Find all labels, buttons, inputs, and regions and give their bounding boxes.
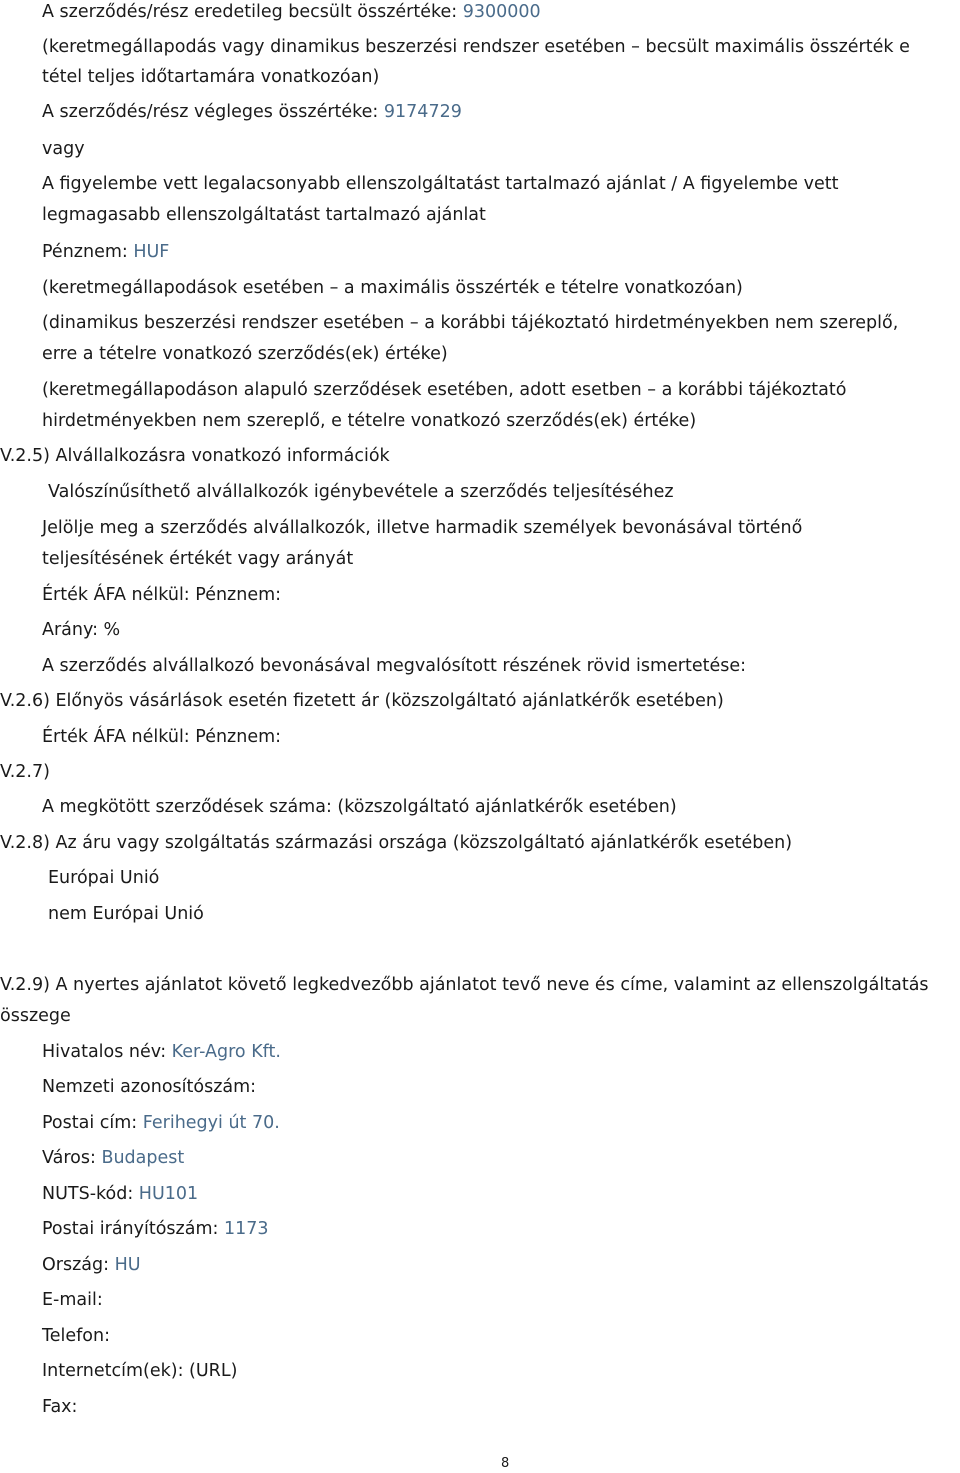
framework-contract-note-line-2: hirdetményekben nem szereplő, e tételre vonatkozó szerződés(ek) értéke) bbox=[42, 411, 697, 431]
subcontract-description: A szerződés alvállalkozó bevonásával megvalósított részének rövid ismertetése: bbox=[42, 656, 747, 676]
internet-address: Internetcím(ek): (URL) bbox=[42, 1361, 238, 1381]
postal-code: Postai irányítószám: 1173 bbox=[42, 1219, 269, 1239]
framework-max-note: (keretmegállapodások esetében – a maximális összérték e tételre vonatkozóan) bbox=[42, 278, 743, 298]
country: Ország: HU bbox=[42, 1255, 141, 1275]
section-v29-heading-line-1: V.2.9) A nyertes ajánlatot követő legkedvezőbb ajánlatot tevő neve és címe, valamint az ellenszolgáltatás bbox=[0, 975, 929, 995]
offer-range-line-1: A figyelembe vett legalacsonyabb ellenszolgáltatást tartalmazó ajánlat / A figyelembe vett bbox=[42, 174, 839, 194]
contracts-count: A megkötött szerződések száma: (közszolgáltató ajánlatkérők esetében) bbox=[42, 797, 677, 817]
email: E-mail: bbox=[42, 1290, 103, 1310]
value-excl-vat: Érték ÁFA nélkül: Pénznem: bbox=[42, 585, 282, 605]
telephone: Telefon: bbox=[42, 1326, 110, 1346]
framework-note-line-1: (keretmegállapodás vagy dinamikus beszerzési rendszer esetében – becsült maximális összérték e bbox=[42, 37, 910, 57]
original-estimated-value: A szerződés/rész eredetileg becsült összértéke: 9300000 bbox=[42, 2, 541, 22]
section-v29-heading-line-2: összege bbox=[0, 1006, 71, 1026]
offer-range-line-2: legmagasabb ellenszolgáltatást tartalmazó ajánlat bbox=[42, 205, 486, 225]
section-v28-heading: V.2.8) Az áru vagy szolgáltatás származási országa (közszolgáltató ajánlatkérők esetében) bbox=[0, 833, 793, 853]
official-name: Hivatalos név: Ker-Agro Kft. bbox=[42, 1042, 281, 1062]
section-v27-heading: V.2.7) bbox=[0, 762, 50, 782]
nuts-code: NUTS-kód: HU101 bbox=[42, 1184, 199, 1204]
page-number: 8 bbox=[501, 1456, 510, 1471]
subcontract-share-line-2: teljesítésének értékét vagy arányát bbox=[42, 549, 354, 569]
bargain-value-excl-vat: Érték ÁFA nélkül: Pénznem: bbox=[42, 727, 282, 747]
origin-non-eu: nem Európai Unió bbox=[48, 904, 204, 924]
dps-note-line-1: (dinamikus beszerzési rendszer esetében – a korábbi tájékoztató hirdetményekben nem szereplő, bbox=[42, 313, 899, 333]
section-v25-heading: V.2.5) Alvállalkozásra vonatkozó információk bbox=[0, 446, 390, 466]
currency: Pénznem: HUF bbox=[42, 242, 170, 262]
or-text: vagy bbox=[42, 139, 85, 159]
national-id: Nemzeti azonosítószám: bbox=[42, 1077, 257, 1097]
framework-note-line-2: tétel teljes időtartamára vonatkozóan) bbox=[42, 67, 380, 87]
city: Város: Budapest bbox=[42, 1148, 185, 1168]
origin-eu: Európai Unió bbox=[48, 868, 160, 888]
postal-address: Postai cím: Ferihegyi út 70. bbox=[42, 1113, 280, 1133]
ratio-percent: Arány: % bbox=[42, 620, 121, 640]
subcontractor-likely: Valószínűsíthető alvállalkozók igénybevétele a szerződés teljesítéséhez bbox=[48, 482, 674, 502]
framework-contract-note-line-1: (keretmegállapodáson alapuló szerződések esetében, adott esetben – a korábbi tájékoztató bbox=[42, 380, 847, 400]
section-v26-heading: V.2.6) Előnyös vásárlások esetén fizetett ár (közszolgáltató ajánlatkérők esetében) bbox=[0, 691, 724, 711]
subcontract-share-line-1: Jelölje meg a szerződés alvállalkozók, illetve harmadik személyek bevonásával történő bbox=[42, 518, 803, 538]
final-total-value: A szerződés/rész végleges összértéke: 9174729 bbox=[42, 102, 462, 122]
fax: Fax: bbox=[42, 1397, 78, 1417]
dps-note-line-2: erre a tételre vonatkozó szerződés(ek) értéke) bbox=[42, 344, 448, 364]
